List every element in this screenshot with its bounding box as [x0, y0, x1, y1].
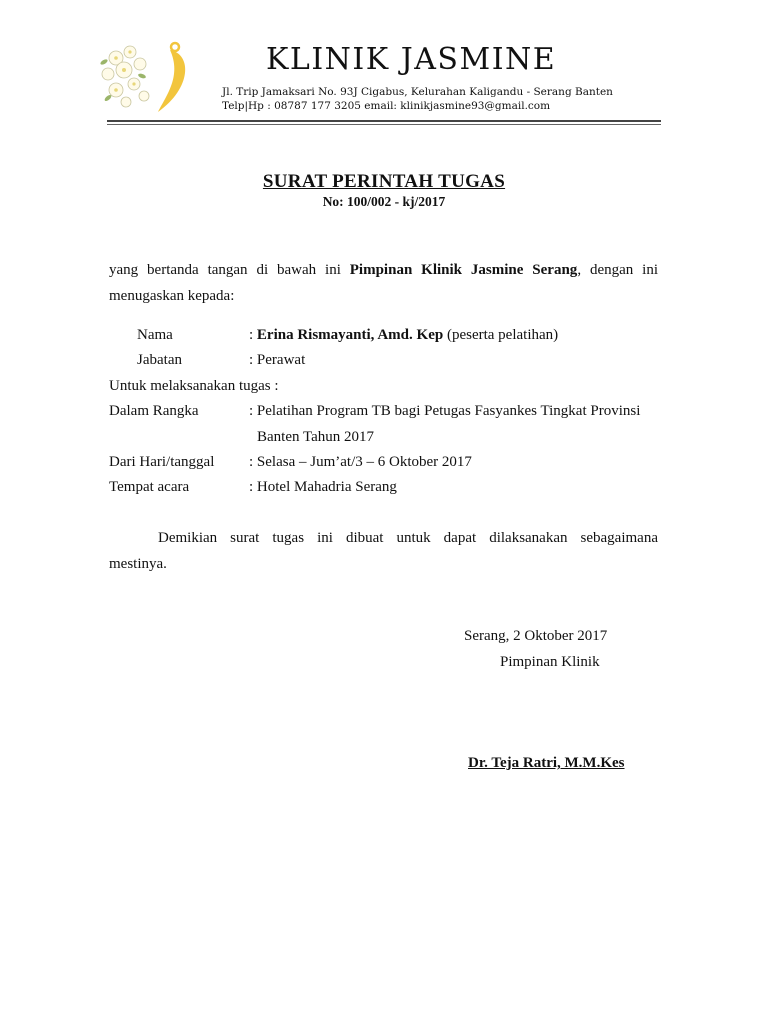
assignee-note: (peserta pelatihan) — [443, 327, 559, 343]
tanggal-label: Dari Hari/tanggal — [109, 454, 215, 470]
signature-place-date: Serang, 2 Oktober 2017 — [464, 628, 608, 644]
closing-line-1: Demikian surat tugas ini dibuat untuk dapat dilaksanakan sebagaimana — [158, 530, 658, 546]
closing-line-2: mestinya. — [109, 556, 167, 572]
jabatan-value — [249, 352, 305, 369]
separator: : — [249, 454, 254, 470]
event-venue: Hotel Mahadria Serang — [256, 479, 397, 495]
separator: : — [249, 403, 254, 419]
clinic-address: Jl. Trip Jamaksari No. 93J Cigabus, Kelurahan Kaligandu - Serang Banten — [222, 86, 613, 98]
nama-value — [249, 327, 558, 344]
signature-position: Pimpinan Klinik — [500, 654, 600, 670]
jabatan-label: Jabatan — [137, 352, 182, 368]
rangka-value — [249, 403, 640, 420]
event-dates: Selasa – Jum’at/3 – 6 Oktober 2017 — [256, 454, 472, 470]
clinic-contact: Telp|Hp : 08787 177 3205 email: klinikjasmine93@gmail.com — [222, 100, 551, 112]
assignee-name: Erina Rismayanti, Amd. Kep — [256, 327, 444, 343]
separator: : — [249, 352, 254, 368]
letterhead-divider — [107, 120, 661, 122]
separator: : — [249, 479, 254, 495]
separator: : — [249, 327, 254, 343]
intro-line-1 — [109, 257, 658, 283]
rangka-label: Dalam Rangka — [109, 403, 199, 419]
signature-name: Dr. Teja Ratri, M.M.Kes — [468, 755, 625, 771]
issuer-name: Pimpinan Klinik Jasmine Serang — [349, 262, 578, 278]
rangka-value-line-1: Pelatihan Program TB bagi Petugas Fasyankes Tingkat Provinsi — [256, 403, 641, 419]
letter-title: SURAT PERINTAH TUGAS — [262, 171, 506, 192]
nama-label: Nama — [137, 327, 173, 343]
clinic-logo-icon — [96, 36, 192, 116]
closing-paragraph — [109, 525, 658, 577]
rangka-value-line-2: Banten Tahun 2017 — [257, 429, 374, 445]
intro-text: yang bertanda tangan di bawah ini — [109, 262, 350, 278]
intro-paragraph — [109, 257, 658, 309]
tempat-label: Tempat acara — [109, 479, 190, 495]
tempat-value — [249, 479, 397, 496]
assignee-position: Perawat — [256, 352, 306, 368]
clinic-name: KLINIK JASMINE — [266, 42, 557, 77]
task-intro: Untuk melaksanakan tugas : — [109, 378, 279, 394]
letterhead-divider-thin — [107, 124, 661, 125]
intro-line-2: menugaskan kepada: — [109, 288, 235, 304]
tanggal-value — [249, 454, 472, 471]
intro-text-end: , dengan ini — [577, 262, 658, 278]
letter-number: No: 100/002 - kj/2017 — [322, 194, 446, 209]
